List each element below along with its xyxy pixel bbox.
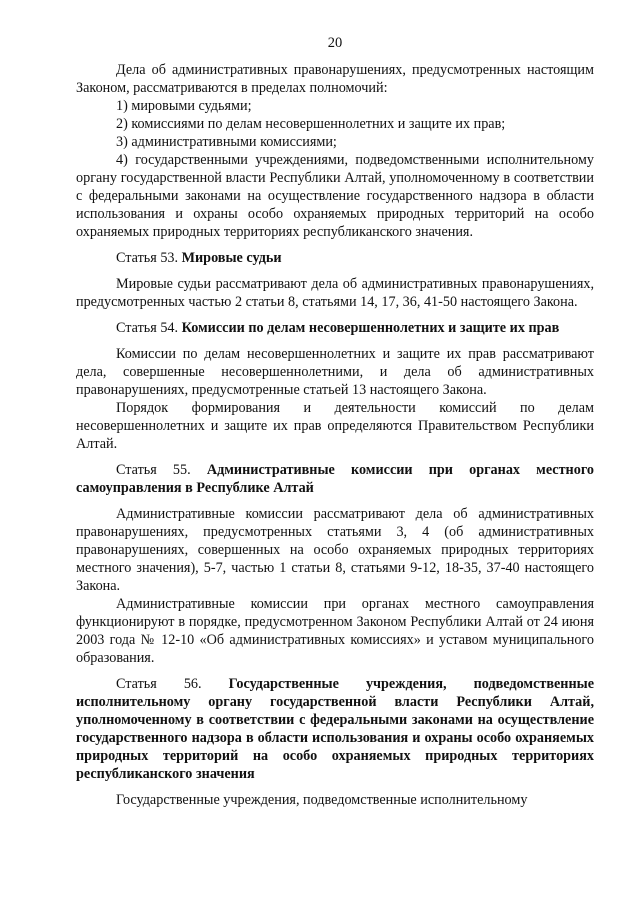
article-paragraph: Административные комиссии при органах местного самоуправления функционируют в порядке, предусмотренном Законом Республики Алтай от 24 июня 2003 года № 12-10 «Об административных комиссиях» и уставом муниципального образования. bbox=[76, 596, 594, 666]
list-item: 4) государственными учреждениями, подведомственными исполнительному органу государственной власти Республики Алтай, уполномоченному в соответствии с федеральными законами на осуществление государственного надзора в области использования и охраны особо охраняемых природных территорий на особо охраняемых природных территориях республиканского значения. bbox=[76, 152, 594, 240]
page-number: 20 bbox=[327, 35, 343, 51]
article-paragraph: Комиссии по делам несовершеннолетних и защите их прав рассматривают дела, совершенные несовершеннолетними, и дела об административных правонарушениях, предусмотренные статьей 13 настоящего Закона. bbox=[76, 346, 594, 398]
article-paragraph: Административные комиссии рассматривают дела об административных правонарушениях, предусмотренных статьями 3, 4 (об административных правонарушениях, совершенных на особо охраняемых природных территориях местного значения), 5-7, частью 1 статьи 8, статьями 9-12, 18-35, 37-40 настоящего Закона. bbox=[76, 506, 594, 594]
article-label: Статья 54. bbox=[116, 320, 179, 336]
article-paragraph: Мировые судьи рассматривают дела об административных правонарушениях, предусмотренных частью 2 статьи 8, статьями 14, 17, 36, 41-50 настоящего Закона. bbox=[76, 276, 594, 310]
article-title: Мировые судьи bbox=[181, 250, 282, 266]
article-label: Статья 56. bbox=[116, 676, 202, 692]
article-heading bbox=[76, 319, 594, 337]
article-label: Статья 55. bbox=[116, 462, 191, 478]
article-paragraph: Государственные учреждения, подведомственные исполнительному bbox=[116, 792, 528, 808]
list-item: 3) административными комиссиями; bbox=[116, 134, 337, 150]
article-title: Административные комиссии при органах местного самоуправления в Республике Алтай bbox=[76, 462, 595, 496]
article-title: Комиссии по делам несовершеннолетних и защите их прав bbox=[181, 320, 560, 336]
article-heading bbox=[76, 675, 594, 783]
article-title: Государственные учреждения, подведомственные исполнительному органу государственной власти Республики Алтай, уполномоченному в соответствии с федеральными законами на осуществление государственного надзора в области использования и охраны особо охраняемых природных территорий на особо охраняемых природных территориях республиканского значения bbox=[76, 676, 595, 782]
list-item: 2) комиссиями по делам несовершеннолетних и защите их прав; bbox=[116, 116, 506, 132]
article-label: Статья 53. bbox=[116, 250, 179, 266]
article-heading bbox=[76, 461, 594, 497]
article-heading bbox=[76, 249, 594, 267]
intro-paragraph: Дела об административных правонарушениях, предусмотренных настоящим Законом, рассматриваются в пределах полномочий: bbox=[76, 62, 594, 96]
list-item: 1) мировыми судьями; bbox=[116, 98, 252, 114]
document-page bbox=[76, 34, 594, 809]
article-paragraph: Порядок формирования и деятельности комиссий по делам несовершеннолетних и защите их прав определяются Правительством Республики Алтай. bbox=[76, 400, 594, 452]
